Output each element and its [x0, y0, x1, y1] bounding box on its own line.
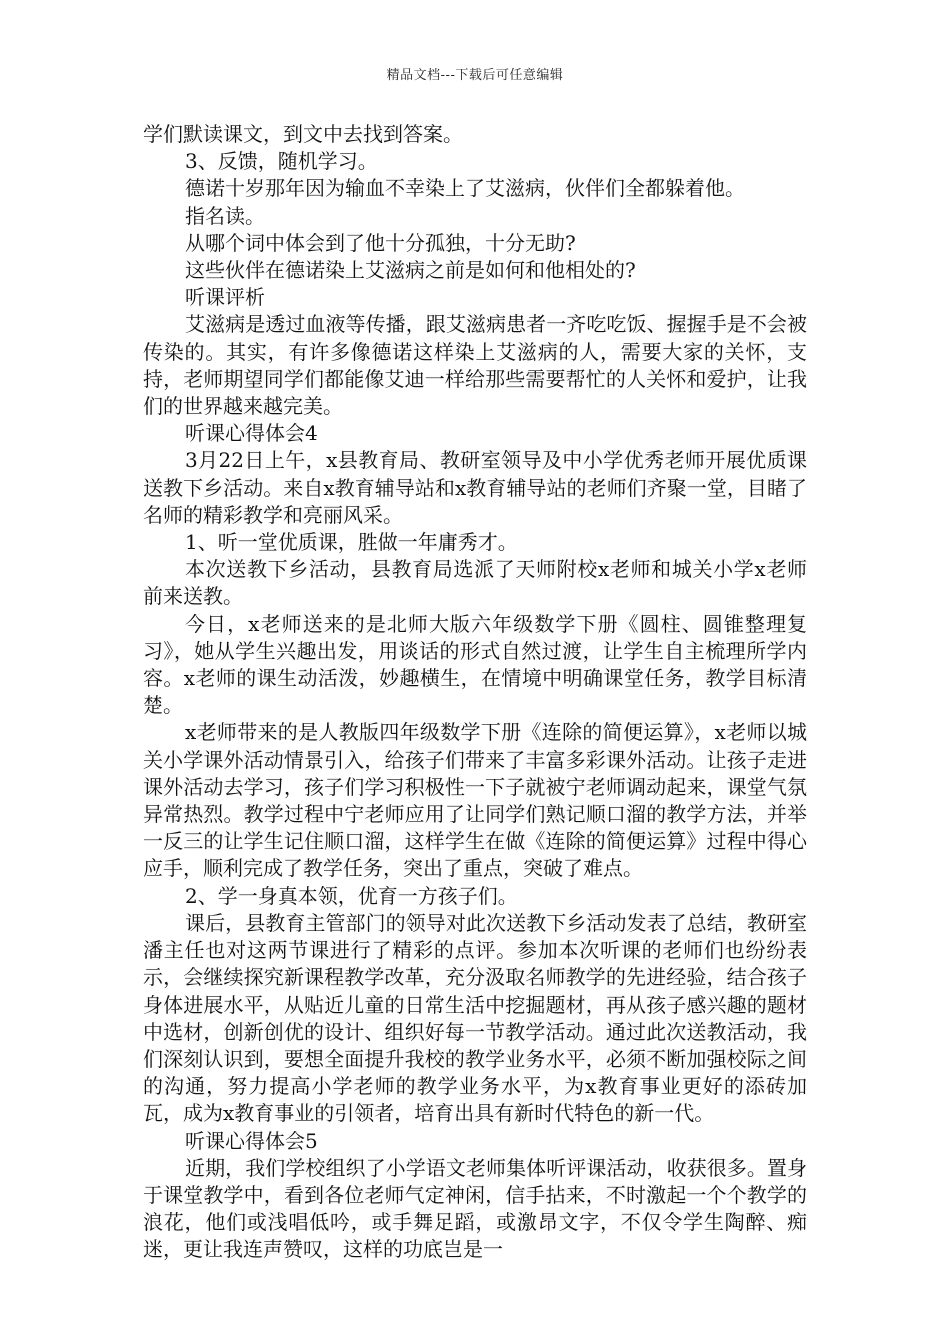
paragraph: 3月22日上午，x县教育局、教研室领导及中小学优秀老师开展优质课送教下乡活动。来自x教育辅导站和x教育辅导站的老师们齐聚一堂，目睹了名师的精彩教学和亮丽风采。 — [143, 448, 807, 527]
paragraph: 3、反馈，随机学习。 — [185, 149, 378, 174]
paragraph: 艾滋病是透过血液等传播，跟艾滋病患者一齐吃吃饭、握握手是不会被传染的。其实，有许多像德诺这样染上艾滋病的人，需要大家的关怀，支持，老师期望同学们都能像艾迪一样给那些需要帮忙的人关怀和爱护，让我们的世界越来越完美。 — [143, 312, 807, 419]
paragraph: 这些伙伴在德诺染上艾滋病之前是如何和他相处的? — [185, 258, 636, 283]
paragraph: 近期，我们学校组织了小学语文老师集体听评课活动，收获很多。置身于课堂教学中，看到各位老师气定神闲，信手拈来，不时激起一个个教学的浪花，他们或浅唱低吟，或手舞足蹈，或激昂文字，不仅令学生陶醉、痴迷，更让我连声赞叹，这样的功底岂是一 — [143, 1155, 807, 1262]
paragraph: 本次送教下乡活动，县教育局选派了天师附校x老师和城关小学x老师前来送教。 — [143, 557, 807, 609]
paragraph: 1、听一堂优质课，胜做一年庸秀才。 — [185, 530, 518, 555]
paragraph: 从哪个词中体会到了他十分孤独，十分无助? — [185, 230, 576, 255]
paragraph: 听课评析 — [185, 285, 265, 310]
paragraph: x老师带来的是人教版四年级数学下册《连除的简便运算》，x老师以城关小学课外活动情景引入，给孩子们带来了丰富多彩课外活动。让孩子走进课外活动去学习，孩子们学习积极性一下子就被宁老师调动起来，课堂气氛异常热烈。教学过程中宁老师应用了让同学们熟记顺口溜的教学方法，并举一反三的让学生记住顺口溜，这样学生在做《连除的简便运算》过程中得心应手，顺利完成了教学任务，突出了重点，突破了难点。 — [143, 720, 807, 881]
paragraph: 课后，县教育主管部门的领导对此次送教下乡活动发表了总结，教研室潘主任也对这两节课进行了精彩的点评。参加本次听课的老师们也纷纷表示，会继续探究新课程教学改革，充分汲取名师教学的先进经验，结合孩子身体进展水平，从贴近儿童的日常生活中挖掘题材，再从孩子感兴趣的题材中选材，创新创优的设计、组织好每一节教学活动。通过此次送教活动，我们深刻认识到，要想全面提升我校的教学业务水平，必须不断加强校际之间的沟通，努力提高小学老师的教学业务水平，为x教育事业更好的添砖加瓦，成为x教育事业的引领者，培育出具有新时代特色的新一代。 — [143, 910, 807, 1126]
page-header: 精品文档---下载后可任意编辑 — [386, 68, 564, 83]
paragraph: 听课心得体会4 — [185, 421, 318, 446]
paragraph: 今日，x老师送来的是北师大版六年级数学下册《圆柱、圆锥整理复习》，她从学生兴趣出发，用谈话的形式自然过渡，让学生自主梳理所学内容。x老师的课生动活泼，妙趣横生，在情境中明确课堂任务，教学目标清楚。 — [143, 611, 807, 718]
paragraph: 指名读。 — [185, 203, 265, 228]
paragraph: 听课心得体会5 — [185, 1128, 318, 1153]
paragraph: 学们默读课文，到文中去找到答案。 — [143, 122, 463, 146]
paragraph: 德诺十岁那年因为输血不幸染上了艾滋病，伙伴们全都躲着他。 — [185, 176, 745, 201]
document-body — [143, 121, 807, 1264]
paragraph: 2、学一身真本领，优育一方孩子们。 — [185, 883, 518, 908]
